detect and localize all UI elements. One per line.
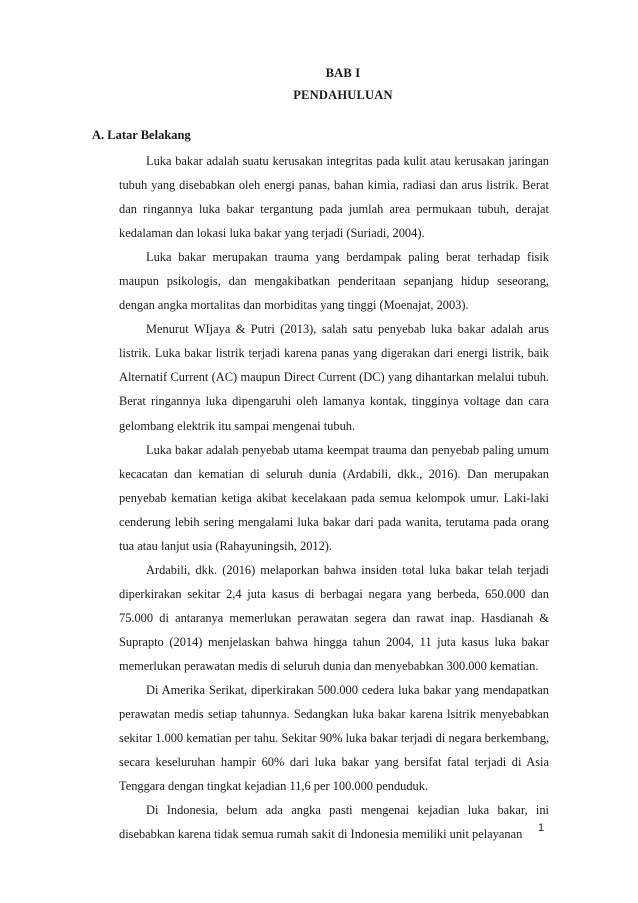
paragraph: Di Indonesia, belum ada angka pasti mengenai kejadian luka bakar, ini disebabkan karena tidak semua rumah sakit di Indonesia memiliki unit pelayanan — [119, 803, 549, 842]
page-number: 1 — [538, 822, 545, 834]
paragraph: Luka bakar merupakan trauma yang berdampak paling berat terhadap fisik maupun psikologis, dan mengakibatkan penderitaan sepanjang hidup seseorang, dengan angka mortalitas dan morbiditas yang tinggi (Moenajat, 2003). — [119, 250, 549, 313]
paragraph: Luka bakar adalah suatu kerusakan integritas pada kulit atau kerusakan jaringan tubuh yang disebabkan oleh energi panas, bahan kimia, radiasi dan arus listrik. Berat dan ringannya luka bakar tergantung pada jumlah area permukaan tubuh, derajat kedalaman dan lokasi luka bakar yang terjadi (Suriadi, 2004). — [119, 154, 549, 241]
paragraph: Luka bakar adalah penyebab utama keempat trauma dan penyebab paling umum kecacatan dan kematian di seluruh dunia (Ardabili, dkk., 2016). Dan merupakan penyebab kematian ketiga akibat kecelakaan pada semua kelompok umur. Laki-laki cenderung lebih sering mengalami luka bakar dari pada wanita, terutama pada orang tua atau lanjut usia (Rahayuningsih, 2012). — [119, 442, 549, 553]
chapter-number: BAB I — [325, 66, 361, 80]
paragraph: Ardabili, dkk. (2016) melaporkan bahwa insiden total luka bakar telah terjadi diperkirakan sekitar 2,4 juta kasus di berbagai negara yang berbeda, 650.000 dan 75.000 di antaranya memerlukan perawatan segera dan rawat inap. Hasdianah & Suprapto (2014) menjelaskan bahwa hingga tahun 2004, 11 juta kasus luka bakar memerlukan perawatan medis di seluruh dunia dan menyebabkan 300.000 kematian. — [119, 562, 549, 673]
paragraph: Menurut WIjaya & Putri (2013), salah satu penyebab luka bakar adalah arus listrik. Luka bakar listrik terjadi karena panas yang digerakan dari energi listrik, baik Alternatif Current (AC) maupun Direct Current (DC) yang dihantarkan melalui tubuh. Berat ringannya luka dipengaruhi oleh lamanya kontak, tingginya voltage dan cara gelombang elektrik itu sampai mengenai tubuh. — [119, 322, 549, 433]
body-text — [119, 149, 549, 846]
paragraph: Di Amerika Serikat, diperkirakan 500.000 cedera luka bakar yang mendapatkan perawatan medis setiap tahunnya. Sedangkan luka bakar karena lsitrik menyebabkan sekitar 1.000 kematian per tahu. Sekitar 90% luka bakar terjadi di negara berkembang, secara keseluruhan hampir 60% dari luka bakar yang bersifat fatal terjadi di Asia Tenggara dengan tingkat kejadian 11,6 per 100.000 penduduk. — [119, 683, 549, 794]
chapter-title: PENDAHULUAN — [293, 88, 393, 102]
section-heading: A. Latar Belakang — [92, 128, 191, 142]
